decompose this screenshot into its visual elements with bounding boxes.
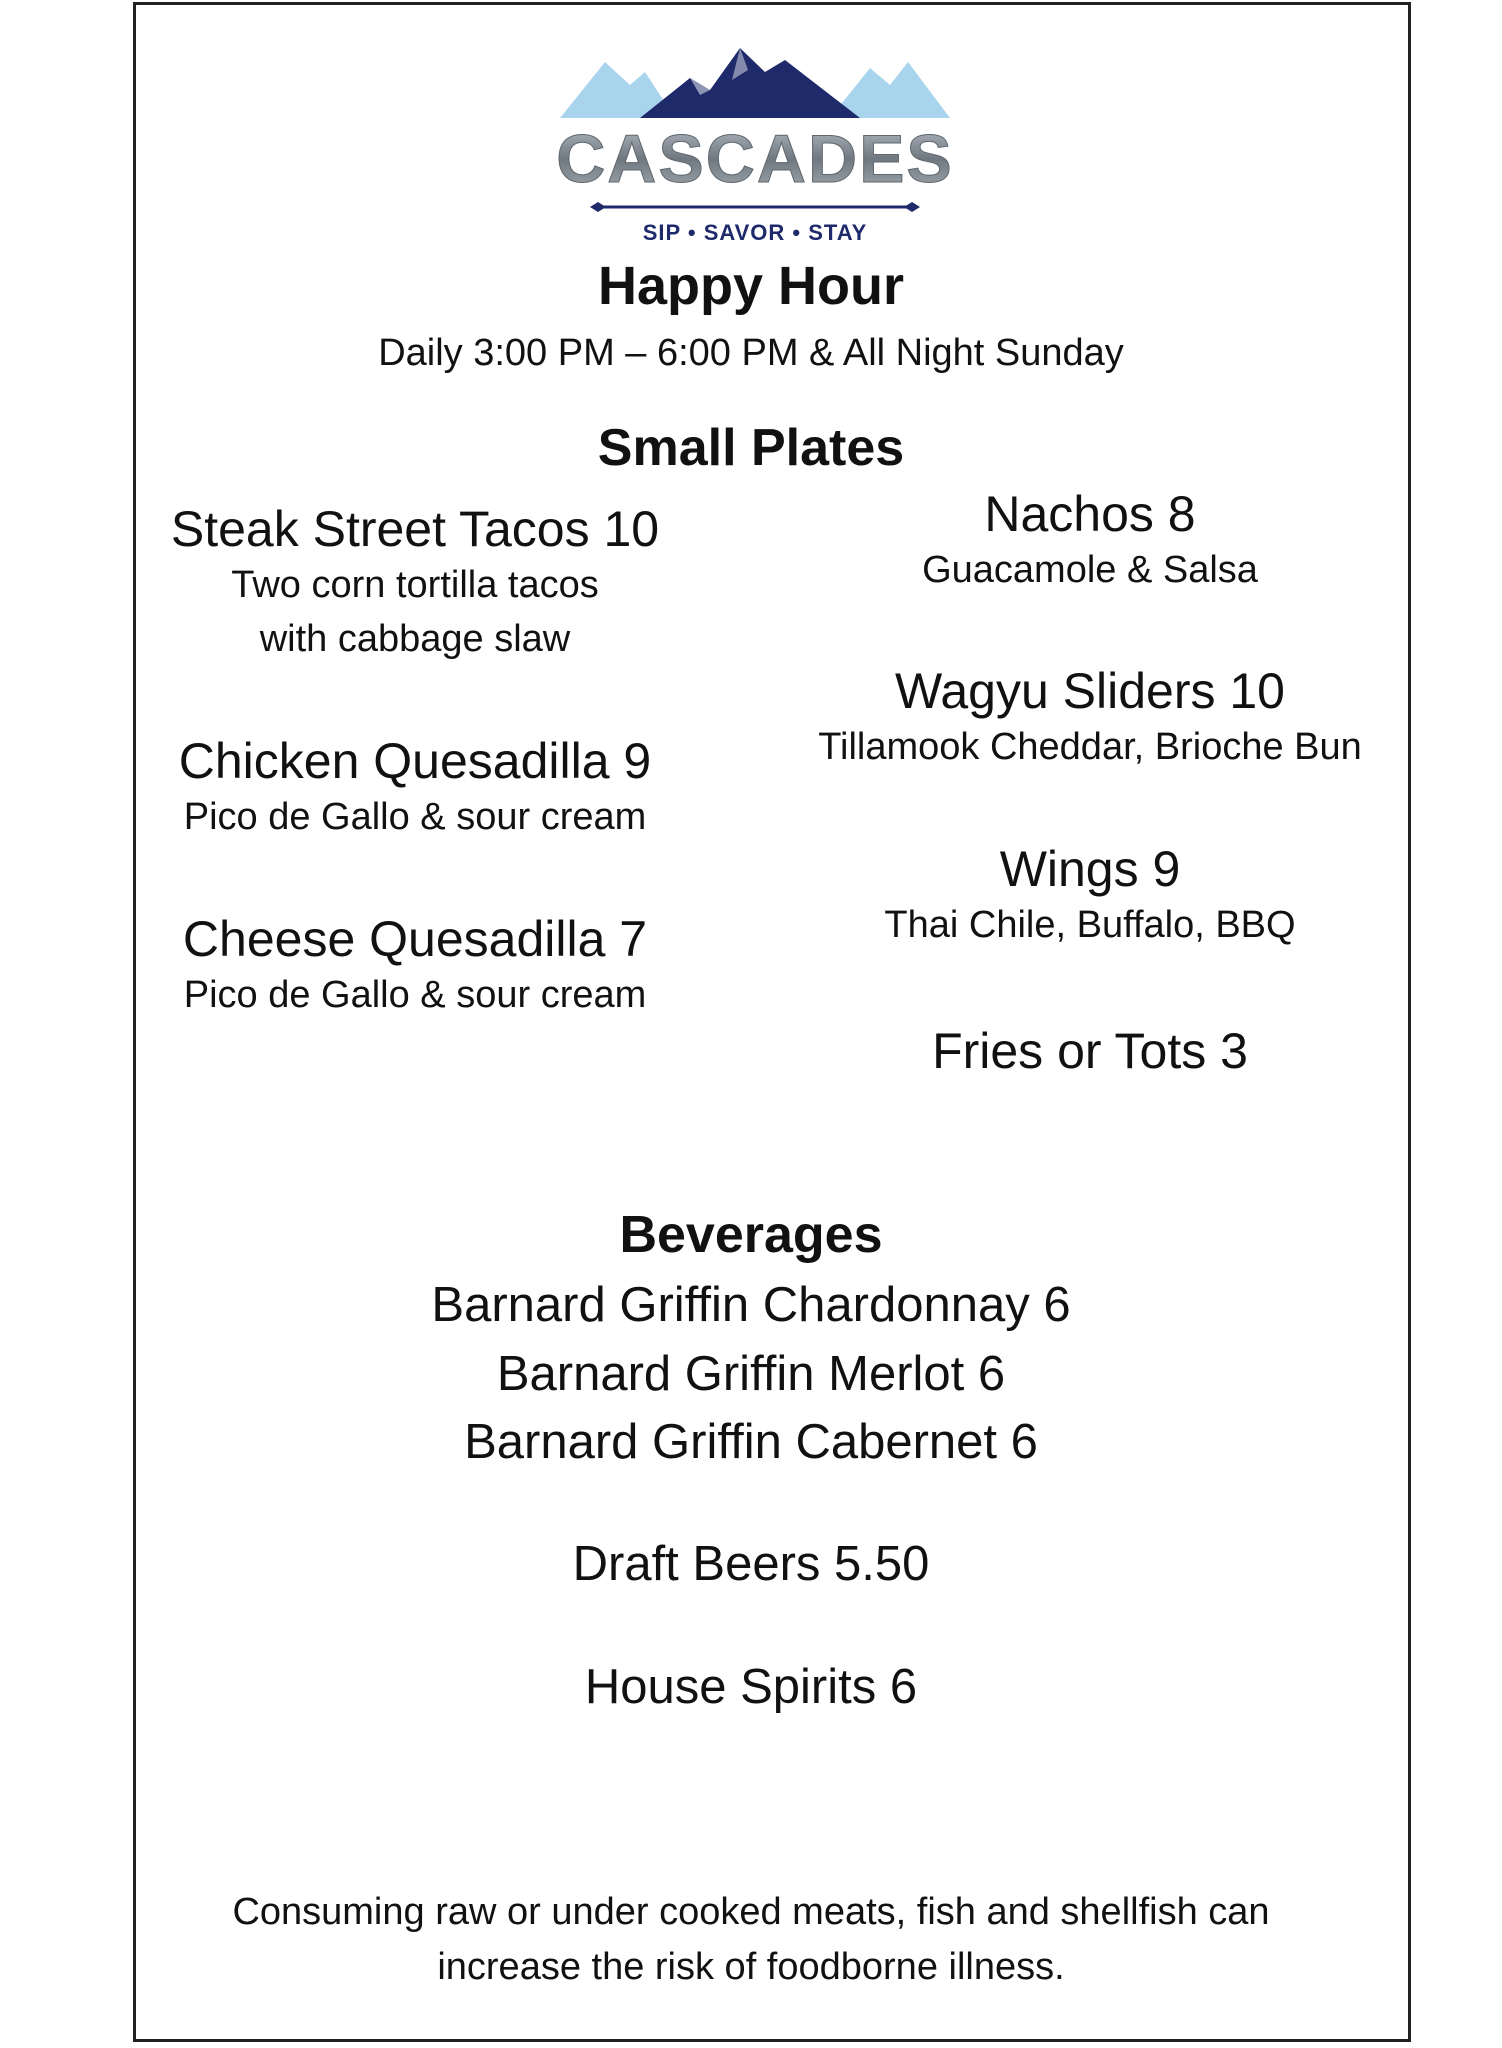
menu-item-fries-or-tots xyxy=(760,1022,1420,1080)
menu-item-chicken-quesadilla xyxy=(130,732,700,844)
health-notice-line: increase the risk of foodborne illness. xyxy=(437,1946,1065,1988)
menu-item-cheese-quesadilla xyxy=(130,910,700,1022)
menu-item-name: Nachos 8 xyxy=(984,486,1196,542)
menu-item-name: Steak Street Tacos 10 xyxy=(170,501,660,557)
cascades-logo xyxy=(540,40,970,250)
section-heading-beverages: Beverages xyxy=(619,1206,883,1264)
mountain-dark-icon xyxy=(640,48,860,118)
menu-item-wings xyxy=(760,840,1420,952)
beverage-item: Barnard Griffin Cabernet 6 xyxy=(464,1415,1038,1469)
beverage-item: House Spirits 6 xyxy=(584,1660,918,1714)
menu-item-description: Tillamook Cheddar, Brioche Bun xyxy=(818,726,1362,768)
menu-item-description: with cabbage slaw xyxy=(259,618,571,660)
menu-item-wagyu-sliders xyxy=(760,662,1420,774)
menu-item-description: Pico de Gallo & sour cream xyxy=(183,796,647,838)
menu-item-name: Wings 9 xyxy=(999,841,1181,897)
section-heading-small-plates: Small Plates xyxy=(597,419,905,477)
beverage-item: Draft Beers 5.50 xyxy=(572,1537,930,1591)
beverage-item: Barnard Griffin Merlot 6 xyxy=(496,1347,1006,1401)
menu-item-name: Chicken Quesadilla 9 xyxy=(178,733,652,789)
menu-item-name: Wagyu Sliders 10 xyxy=(895,663,1285,719)
menu-item-description: Two corn tortilla tacos xyxy=(231,564,599,606)
beverage-item: Barnard Griffin Chardonnay 6 xyxy=(431,1278,1071,1332)
logo-wordmark: CASCADES xyxy=(556,121,954,197)
menu-item-name: Cheese Quesadilla 7 xyxy=(182,911,648,967)
logo-tagline: SIP • SAVOR • STAY xyxy=(642,220,868,245)
menu-item-description: Pico de Gallo & sour cream xyxy=(183,974,647,1016)
page-title: Happy Hour xyxy=(597,256,905,316)
happy-hour-times: Daily 3:00 PM – 6:00 PM & All Night Sunday xyxy=(378,332,1124,374)
health-notice xyxy=(0,1885,1502,1995)
menu-item-steak-tacos xyxy=(130,500,700,666)
menu-item-description: Thai Chile, Buffalo, BBQ xyxy=(884,904,1296,946)
menu-item-name: Fries or Tots 3 xyxy=(932,1023,1248,1079)
menu-item-description: Guacamole & Salsa xyxy=(922,549,1258,591)
health-notice-line: Consuming raw or under cooked meats, fish and shellfish can xyxy=(232,1891,1270,1933)
menu-item-nachos xyxy=(760,485,1420,597)
